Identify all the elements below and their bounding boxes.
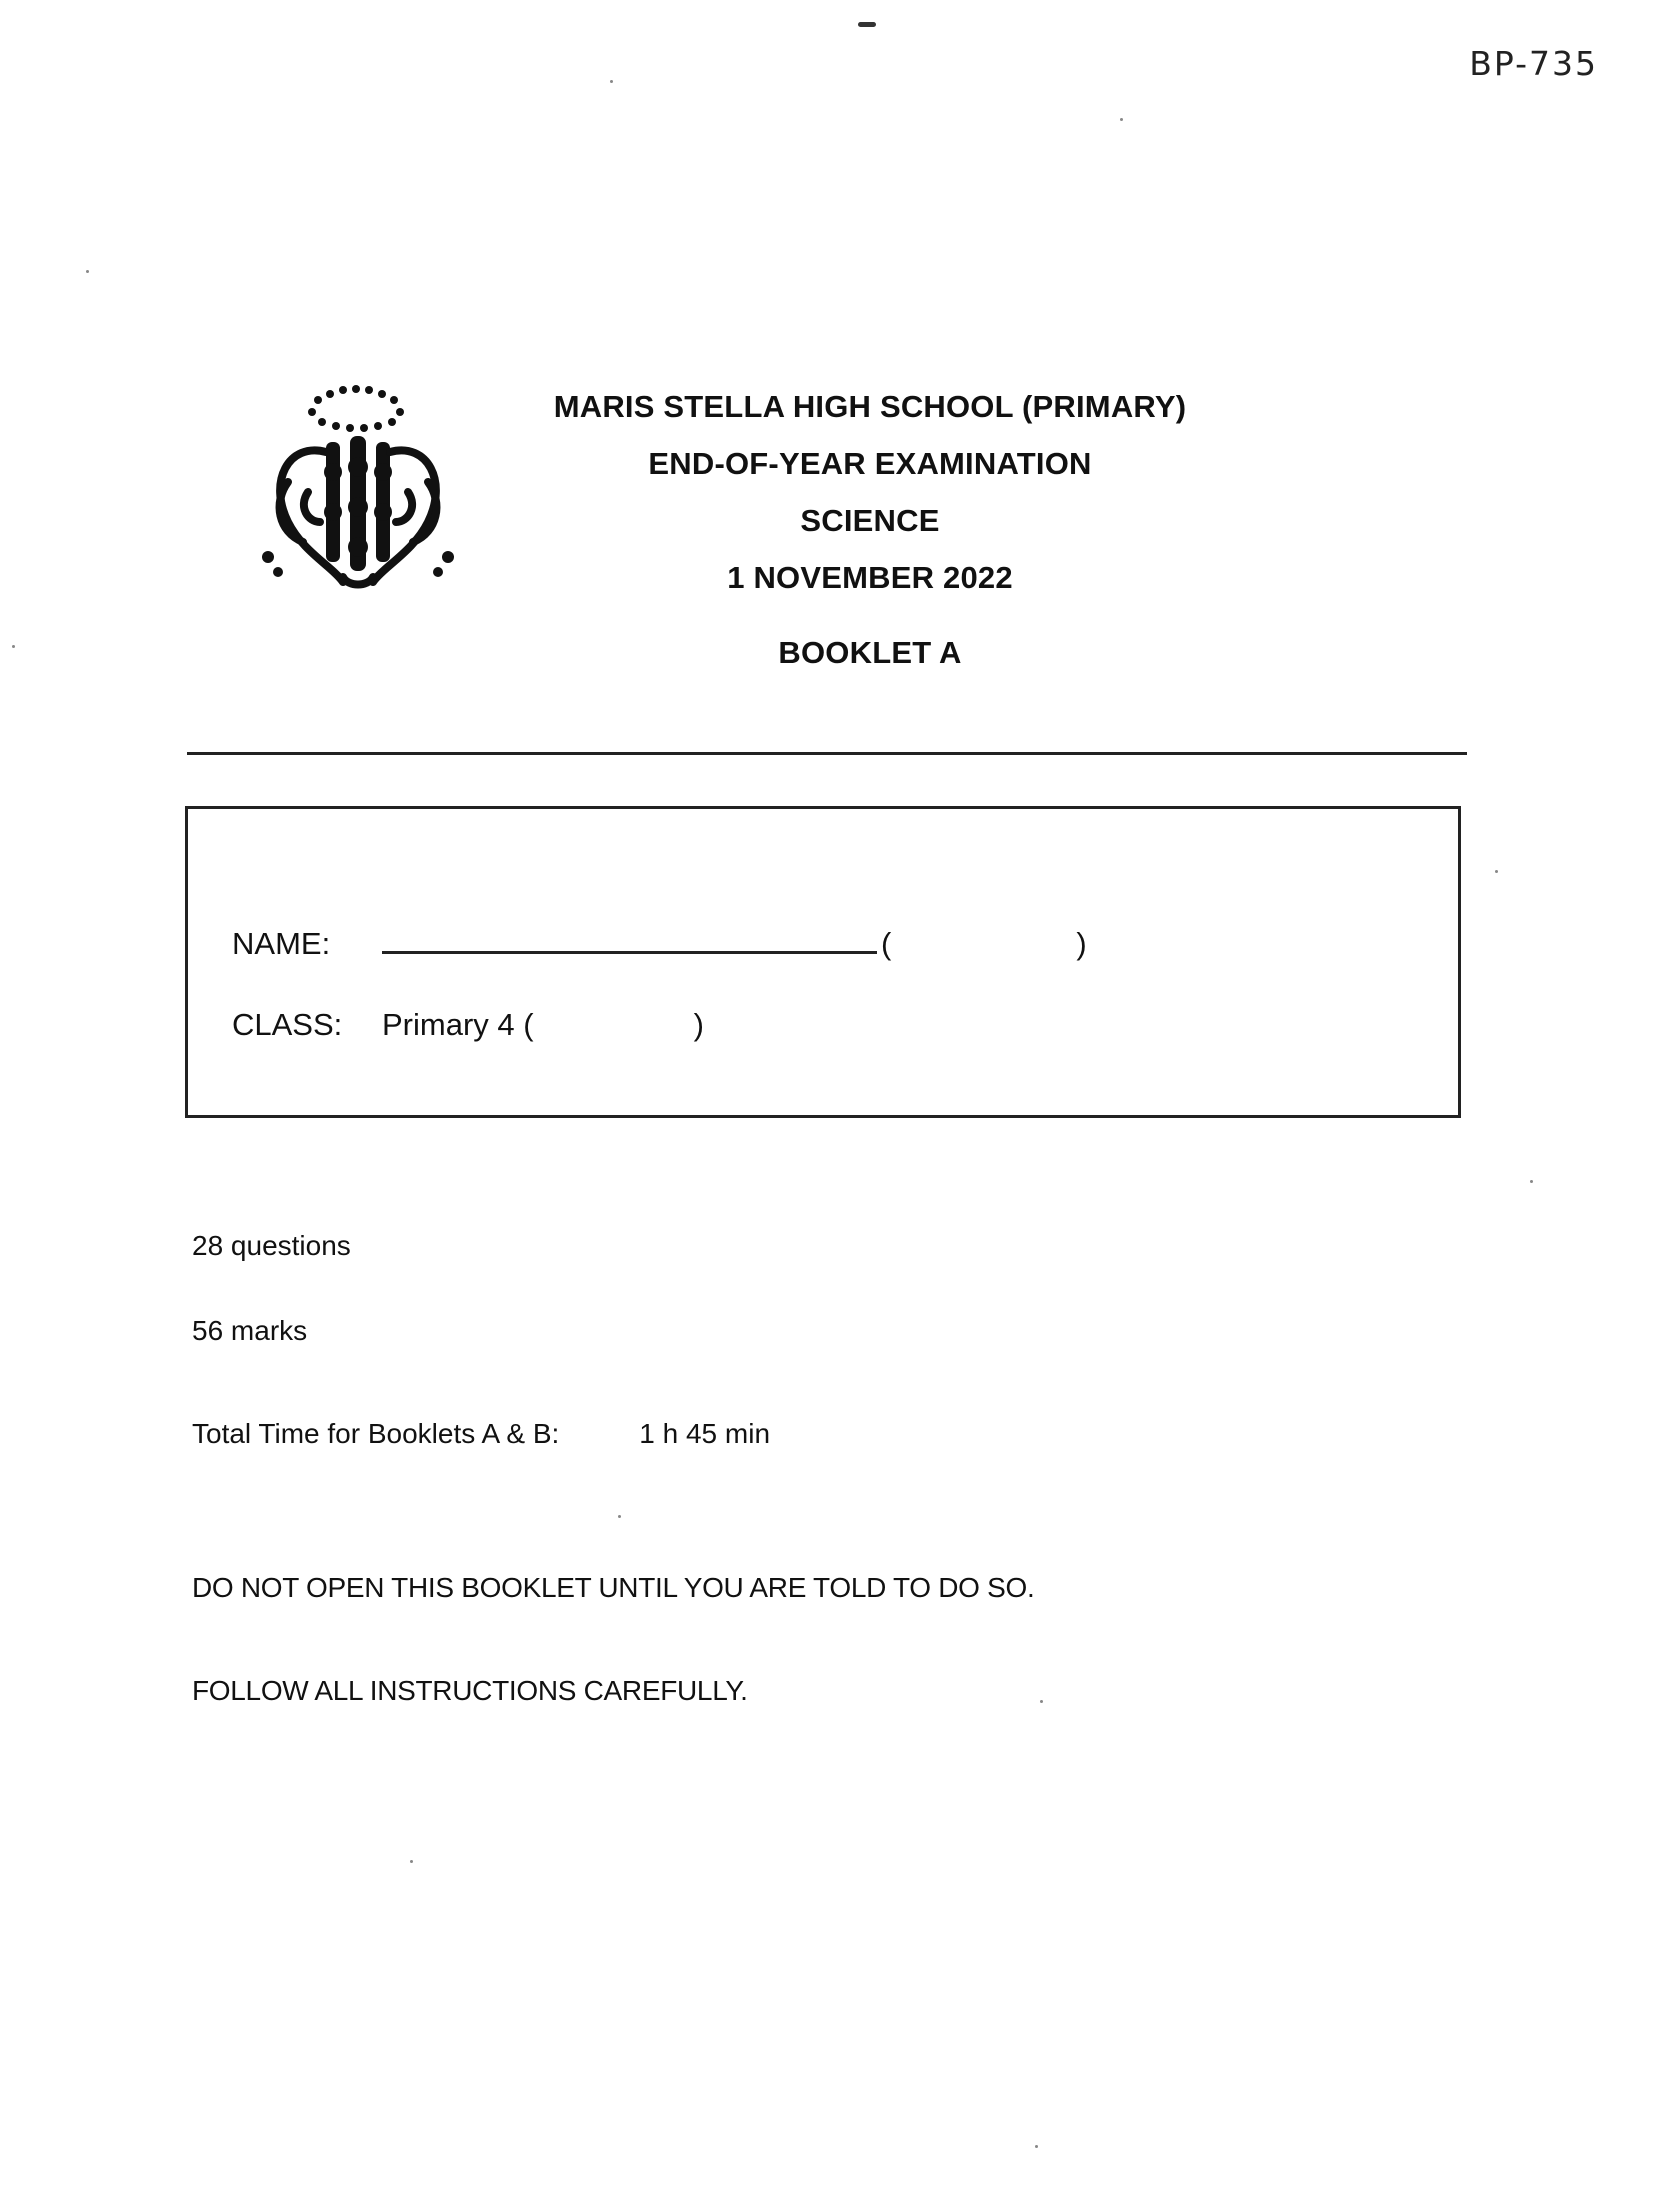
header-divider [187, 752, 1467, 755]
school-name: MARIS STELLA HIGH SCHOOL (PRIMARY) [553, 389, 1187, 424]
scan-speck [12, 645, 15, 648]
scan-speck [1035, 2145, 1038, 2148]
class-prefix: Primary 4 ( [382, 1007, 534, 1042]
exam-header [460, 378, 1280, 681]
name-field[interactable] [382, 921, 877, 954]
total-time-row [192, 1418, 770, 1450]
scan-speck [1495, 870, 1498, 873]
class-close-paren: ) [693, 1007, 704, 1042]
school-crest-icon [248, 372, 468, 597]
scan-speck [86, 270, 89, 273]
document-code: BP-735 [1469, 44, 1598, 83]
instruction-line: DO NOT OPEN THIS BOOKLET UNTIL YOU ARE TOLD TO DO SO. [192, 1572, 1035, 1603]
total-marks: 56 marks [192, 1315, 308, 1346]
booklet-label: BOOKLET A [778, 635, 962, 670]
register-open-paren: ( [881, 926, 892, 961]
exam-date: 1 NOVEMBER 2022 [727, 560, 1013, 595]
student-info-box [185, 806, 1461, 1118]
scan-speck [610, 80, 613, 83]
subject: SCIENCE [800, 503, 940, 538]
time-label: Total Time for Booklets A & B: [192, 1418, 560, 1449]
instruction-line: FOLLOW ALL INSTRUCTIONS CAREFULLY. [192, 1675, 748, 1706]
time-value: 1 h 45 min [639, 1418, 771, 1449]
star-ring [308, 385, 404, 432]
class-row [232, 1007, 704, 1043]
register-close-paren: ) [1076, 926, 1087, 961]
class-label: CLASS: [232, 1007, 343, 1042]
name-row [232, 921, 1087, 962]
scan-speck [1040, 1700, 1043, 1703]
scan-speck [1530, 1180, 1533, 1183]
scan-speck [1120, 118, 1123, 121]
scan-mark [858, 22, 876, 27]
question-count: 28 questions [192, 1230, 351, 1261]
scan-speck [618, 1515, 621, 1518]
scan-speck [410, 1860, 413, 1863]
exam-title: END-OF-YEAR EXAMINATION [648, 446, 1092, 481]
name-label: NAME: [232, 926, 331, 961]
